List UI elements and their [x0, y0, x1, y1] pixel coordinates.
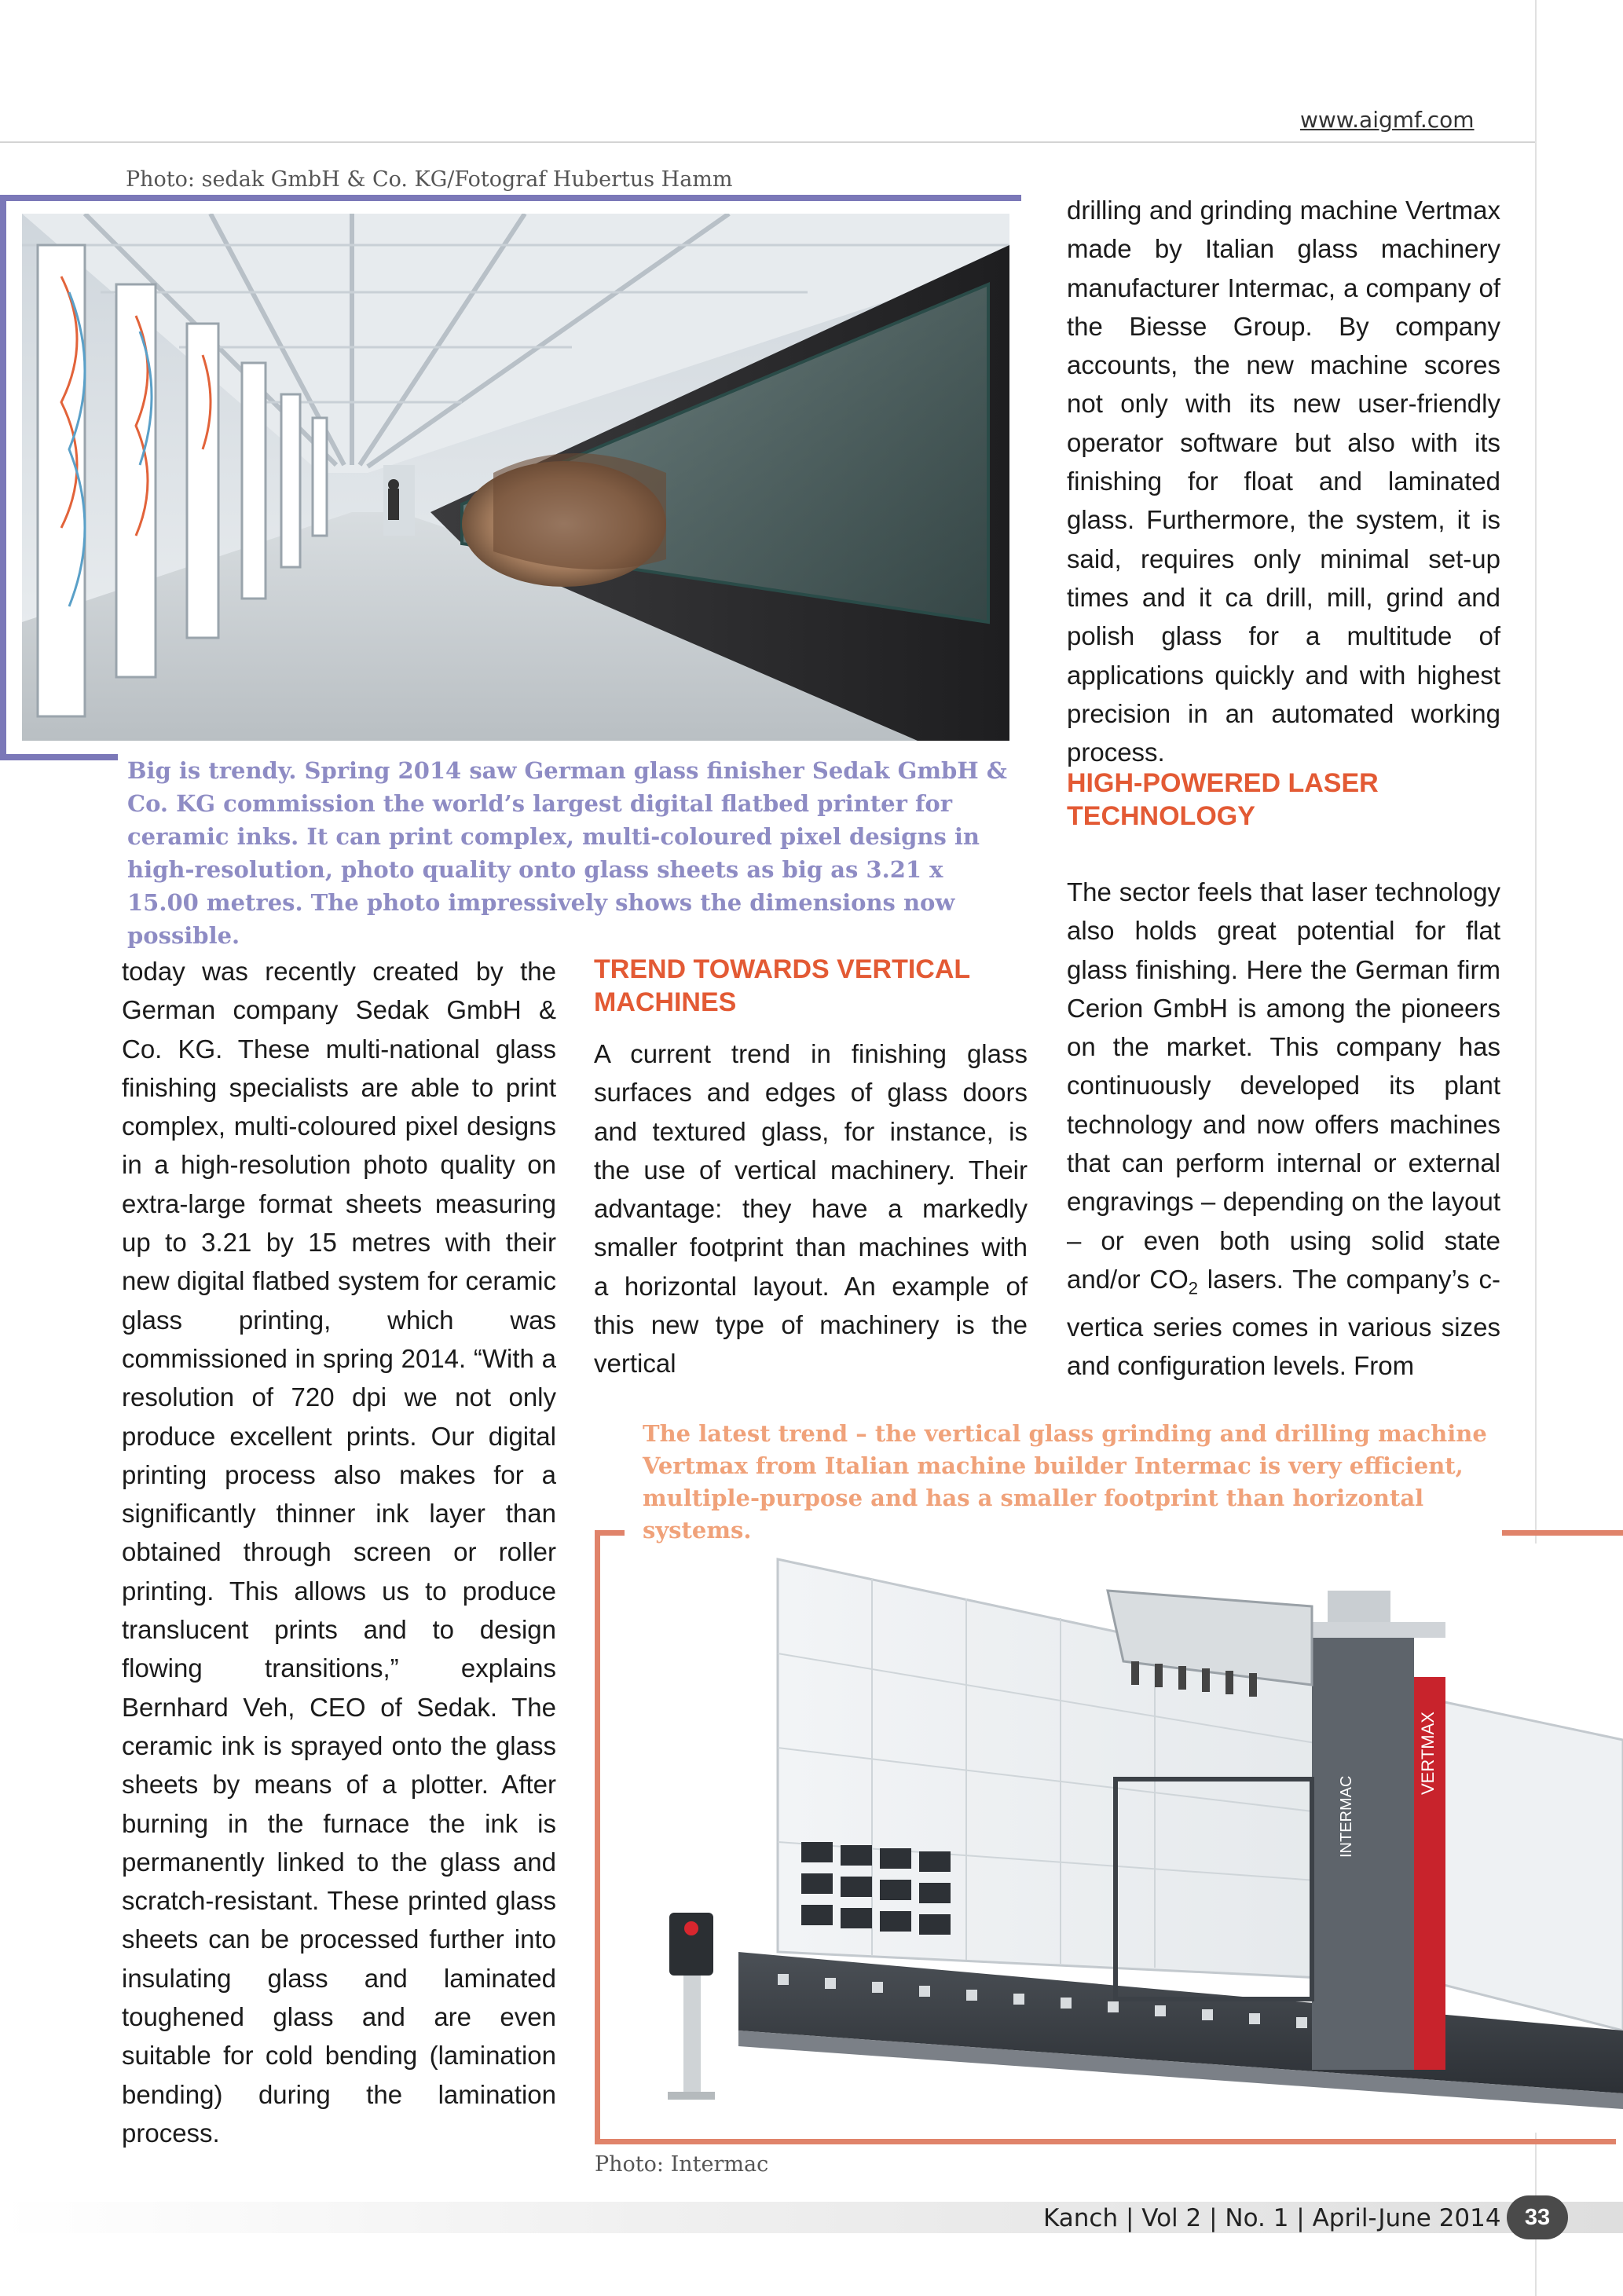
column3-laser-paragraph: [1067, 873, 1500, 1385]
photo1-frame-bottom: [0, 754, 118, 760]
photo1-credit: Photo: sedak GmbH & Co. KG/Fotograf Hubertus Hamm: [126, 167, 733, 192]
photo2-caption: The latest trend – the vertical glass grinding and drilling machine Vertmax from Italian machine builder Intermac is very efficient, multiple-purpose and has a smaller footprint than horizontal systems.: [643, 1420, 1487, 1543]
photo2-frame-left: [595, 1530, 600, 2144]
vertmax-machine-illustration: [621, 1543, 1623, 2133]
heading-trend-vertical-machines: TREND TOWARDS VERTICAL MACHINES: [594, 954, 970, 1017]
photo-vertmax-machine: [621, 1543, 1623, 2133]
page-number: 33: [1507, 2195, 1568, 2239]
column2-text: [594, 1034, 1028, 1383]
photo-glass-printing-hall: [22, 214, 1009, 741]
website-url[interactable]: www.aigmf.com: [1300, 107, 1475, 133]
photo2-credit: Photo: Intermac: [595, 2152, 769, 2177]
machine-model-label: VERTMAX: [1418, 1712, 1438, 1795]
laser-text-part2: lasers. The company’s c-vertica series comes in various sizes and configuration levels. From: [1067, 1264, 1500, 1381]
column3-text: [1067, 191, 1500, 771]
column2-paragraph: A current trend in finishing glass surfaces and edges of glass doors and textured glass, for instance, is the use of vertical machinery. Their advantage: they have a markedly smaller footprint than machines with a horizontal layout. An example of this new type of machinery is the vertical: [594, 1039, 1028, 1379]
machine-brand-label: INTERMAC: [1338, 1775, 1355, 1858]
header-rule: [0, 141, 1535, 143]
column3-paragraph: drilling and grinding machine Vertmax made by Italian glass machinery manufacturer Intermac, a company of the Biesse Group. By company accounts, the new machine scores not only with its new user-friendly operator software but also with its finishing for float and laminated glass. Furthermore, the system, it is said, requires only minimal set-up times and it ca drill, mill, grind and polish glass for a multitude of applications quickly and with highest precision in an automated working process.: [1067, 196, 1500, 767]
factory-hall-illustration: [22, 214, 1009, 741]
photo1-caption: Big is trendy. Spring 2014 saw German glass finisher Sedak GmbH & Co. KG commission the world’s largest digital flatbed printer for ceramic inks. It can print complex, multi-coloured pixel designs in high-resolution, photo quality onto glass sheets as big as 3.21 x 15.00 metres. The photo impressively shows the dimensions now possible.: [127, 757, 1007, 949]
column1-text: [122, 952, 556, 2152]
photo2-frame-top-right: [1502, 1530, 1623, 1536]
column1-paragraph: today was recently created by the German company Sedak GmbH & Co. KG. These multi-national glass finishing specialists are able to print complex, multi-coloured pixel designs in a high-resolution photo quality on extra-large format sheets measuring up to 3.21 by 15 metres with their new digital flatbed system for ceramic glass printing, which was commissioned in spring 2014. “With a resolution of 720 dpi we not only produce excellent prints. Our digital printing process also makes for a significantly thinner ink layer than obtained through screen or roller printing. This allows us to produce translucent prints and to design flowing transitions,” explains Bernhard Veh, CEO of Sedak. The ceramic ink is sprayed onto the glass sheets by means of a plotter. After burning in the furnace the ink is permanently linked to the glass and scratch-resistant. These printed glass sheets can be processed further into insulating glass and laminated toughened glass and are even suitable for cold bending (lamination bending) during the lamination process.: [122, 957, 556, 2148]
photo1-frame-left: [0, 195, 6, 760]
photo1-frame-top: [0, 195, 1021, 201]
heading-laser-technology: HIGH-POWERED LASER TECHNOLOGY: [1067, 768, 1379, 831]
co2-subscript: 2: [1188, 1278, 1199, 1298]
laser-text-part1: The sector feels that laser technology also holds great potential for flat glass finishing. Here the German firm Cerion GmbH is among the pioneers on the market. This company has continuously developed its plant technology and now offers machines that can perform internal or external engravings – depending on the layout – or even both using solid state and/or CO: [1067, 877, 1500, 1294]
issue-info: Kanch | Vol 2 | No. 1 | April-June 2014: [1043, 2204, 1501, 2232]
photo2-frame-bottom: [595, 2139, 1616, 2144]
column3-laser-text: [1067, 847, 1500, 1411]
